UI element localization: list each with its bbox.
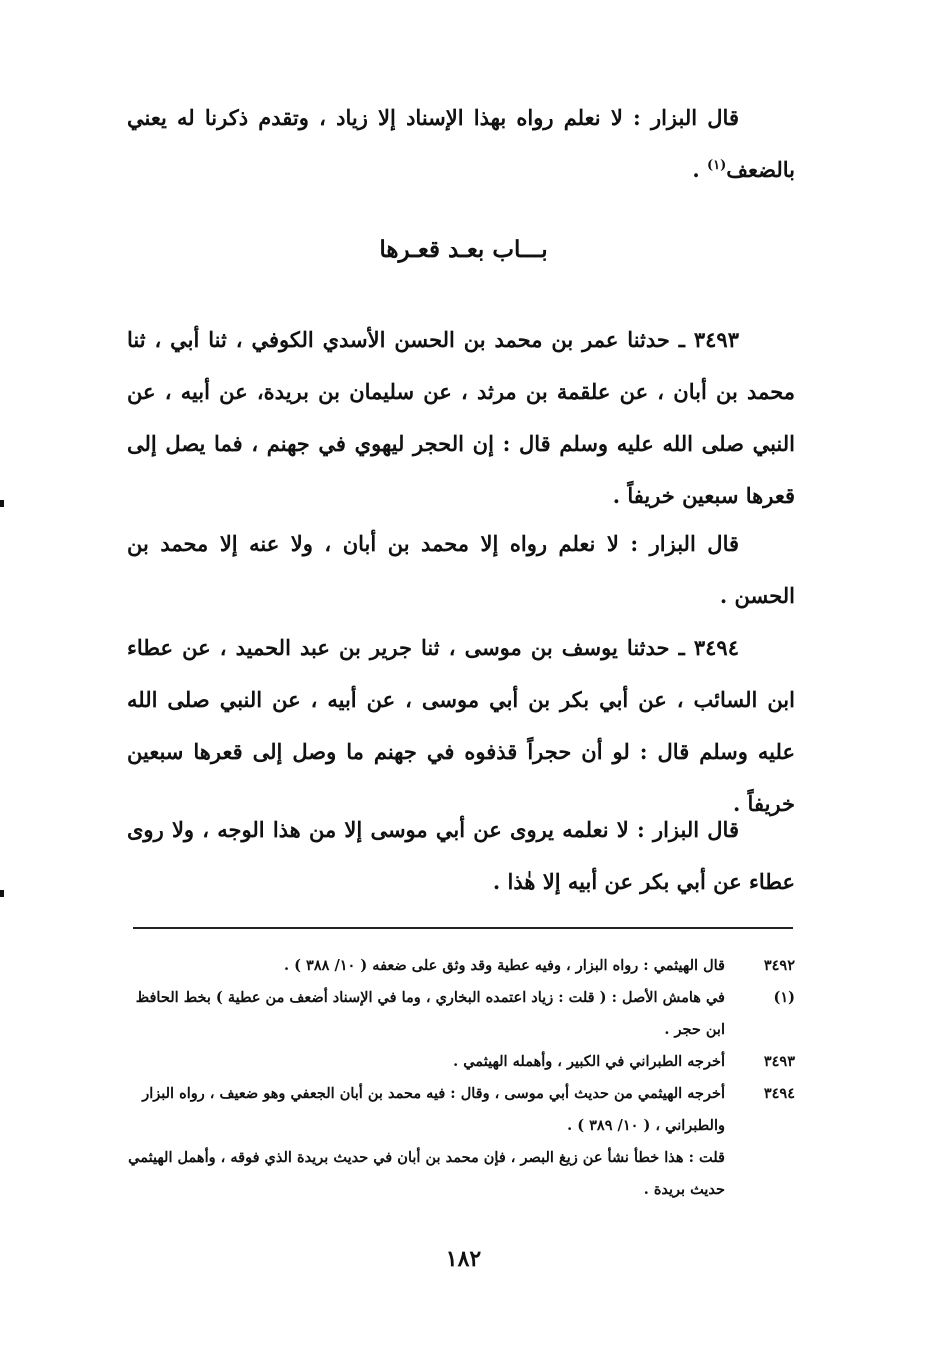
paragraph-text: قال البزار : لا نعلم رواه إلا محمد بن أبان ، ولا عنه إلا محمد بن الحسن . (127, 531, 795, 608)
footnote-label: ٣٤٩٤ (763, 1085, 795, 1102)
footnote-label: ٣٤٩٢ (763, 957, 795, 974)
footnote-item (127, 950, 795, 982)
hadith-3493 (127, 314, 795, 522)
footnote-item (127, 1078, 795, 1142)
paragraph-bazzar-note-2 (127, 518, 795, 622)
footnote-item (127, 1046, 795, 1078)
hadith-number: ٣٤٩٣ (693, 327, 739, 352)
hadith-3494 (127, 622, 795, 830)
chapter-heading: بـــاب بعـد قعـرها (379, 236, 548, 263)
footnote-item (127, 982, 795, 1046)
footnote-ref: (١) (706, 158, 727, 173)
paragraph-text: قال البزار : لا نعلمه يروى عن أبي موسى إلا من هذا الوجه ، ولا روى عطاء عن أبي بكر عن أبيه إلا هٰذا . (127, 817, 795, 894)
footnotes (127, 950, 795, 1206)
hadith-number: ٣٤٩٤ (693, 635, 739, 660)
footnote-divider (133, 927, 793, 929)
footnote-label (725, 1142, 795, 1206)
scan-speck (0, 500, 4, 507)
footnote-text: أخرجه الطبراني في الكبير ، وأهمله الهيثمي . (453, 1053, 725, 1070)
hadith-text: ـ حدثنا يوسف بن موسى ، ثنا جرير بن عبد الحميد ، عن عطاء ابن السائب ، عن أبي بكر بن أبي موسى ، عن أبيه ، عن النبي صلى الله عليه وسلم قال : لو أن حجراً قذفوه في جهنم ما وصل إلى قعرها سبعين خريفاً . (127, 635, 795, 816)
page-number: ١٨٢ (445, 1246, 482, 1272)
footnote-text: أخرجه الهيثمي من حديث أبي موسى ، وقال : فيه محمد بن أبان الجعفي وهو ضعيف ، رواه البزار والطبراني ، ( ١٠/ ٣٨٩ ) . (142, 1085, 725, 1134)
footnote-text: قلت : هذا خطأ نشأ عن زيغ البصر ، فإن محمد بن أبان في حديث بريدة الذي فوقه ، وأهمل الهيثمي حديث بريدة . (128, 1149, 725, 1198)
hadith-text: ـ حدثنا عمر بن محمد بن الحسن الأسدي الكوفي ، ثنا أبي ، ثنا محمد بن أبان ، عن علقمة بن مرثد ، عن سليمان بن بريدة، عن أبيه ، عن النبي صلى الله عليه وسلم قال : إن الحجر ليهوي في جهنم ، فما يصل إلى قعرها سبعين خريفاً . (127, 327, 795, 508)
footnote-text: قال الهيثمي : رواه البزار ، وفيه عطية وقد وثق على ضعفه ( ١٠/ ٣٨٨ ) . (284, 957, 725, 974)
scan-speck (0, 890, 4, 897)
paragraph-bazzar-note-1 (127, 92, 795, 196)
paragraph-end: . (692, 157, 707, 182)
footnote-text: في هامش الأصل : ( قلت : زياد اعتمده البخاري ، وما في الإسناد أضعف من عطية ) بخط الحافظ ابن حجر . (135, 989, 725, 1038)
footnote-label: ٣٤٩٣ (763, 1053, 795, 1070)
paragraph-bazzar-note-3 (127, 804, 795, 908)
footnote-item (127, 1142, 795, 1206)
footnote-label: (١) (773, 989, 795, 1006)
paragraph-text: قال البزار : لا نعلم رواه بهذا الإسناد إلا زياد ، وتقدم ذكرنا له يعني بالضعف (127, 105, 795, 182)
